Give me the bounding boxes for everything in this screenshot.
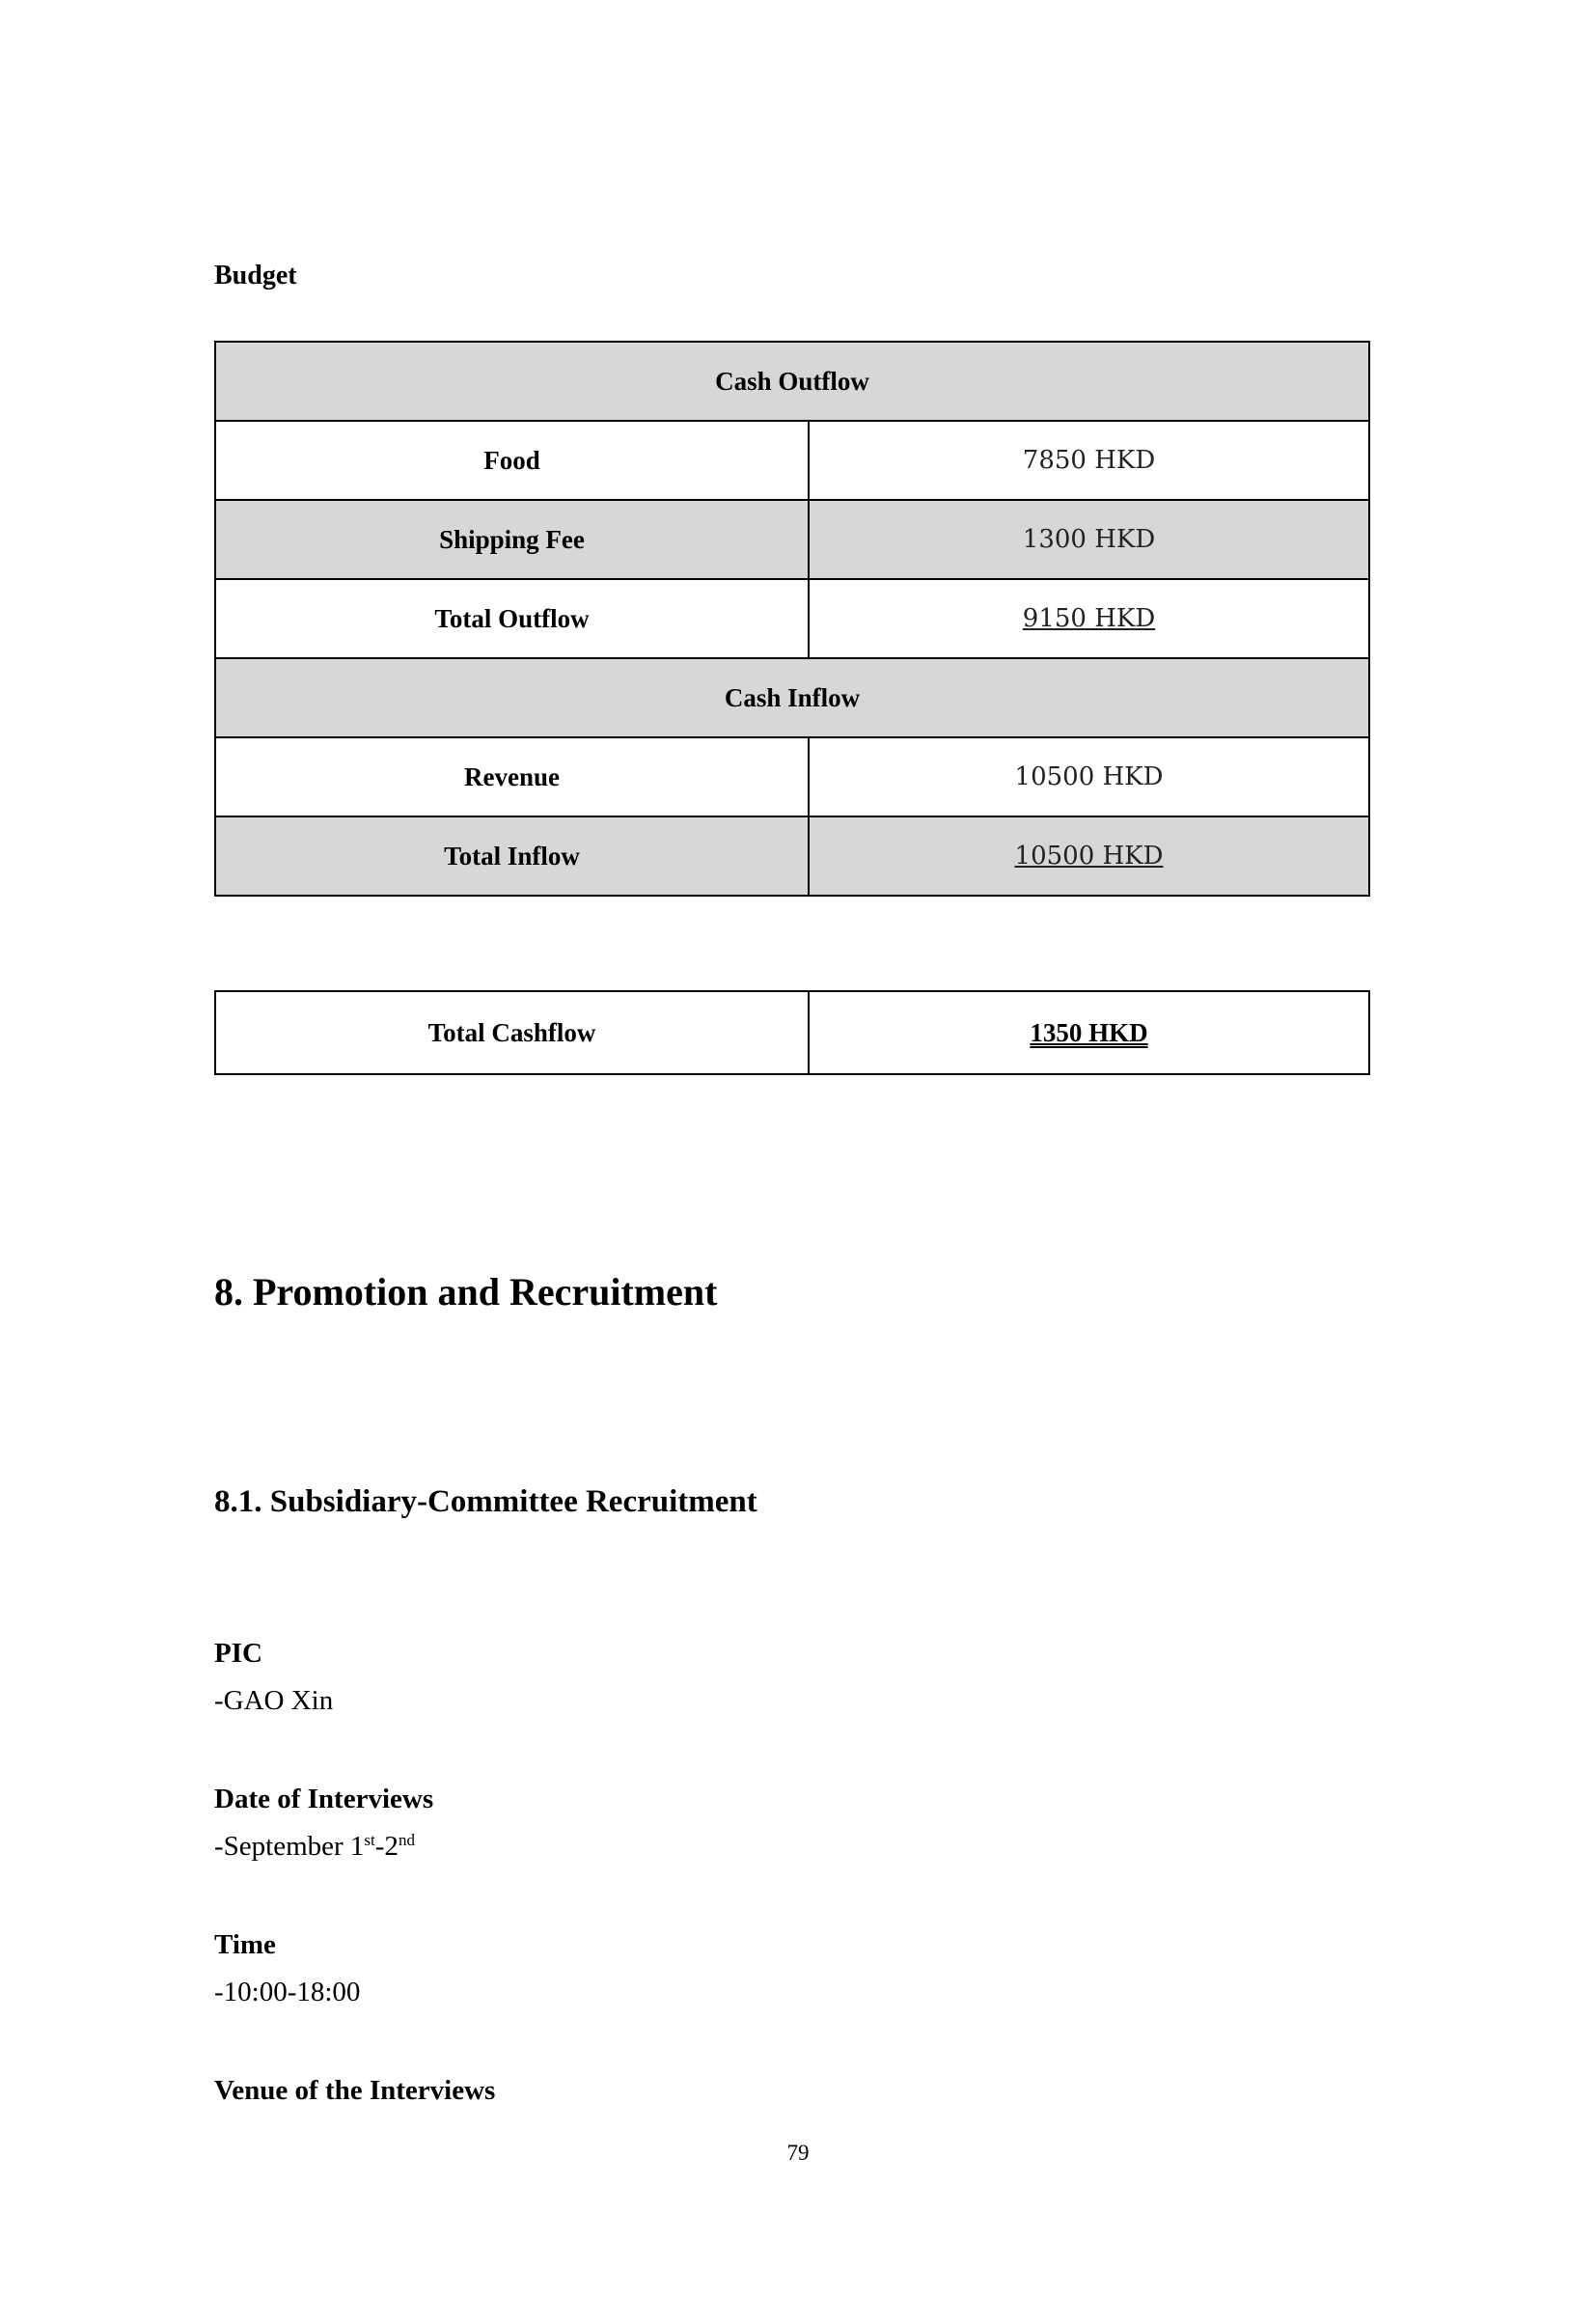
- shipping-fee-value: 1300 HKD: [809, 500, 1369, 579]
- table-row: [215, 500, 1369, 579]
- page-number: 79: [786, 2141, 810, 2165]
- revenue-value: 10500 HKD: [809, 737, 1369, 816]
- total-inflow-label: Total Inflow: [215, 816, 809, 896]
- cash-inflow-header-row: [215, 658, 1369, 737]
- table-row: [215, 579, 1369, 658]
- total-outflow-value: 9150 HKD: [809, 579, 1369, 658]
- date-label: Date of Interviews: [214, 1784, 434, 1814]
- total-cashflow-label: Total Cashflow: [215, 991, 809, 1074]
- total-cashflow-table: [214, 990, 1370, 1075]
- food-label: Food: [215, 421, 809, 500]
- table-row: [215, 816, 1369, 896]
- time-label: Time: [214, 1929, 276, 1960]
- cash-inflow-header: Cash Inflow: [215, 658, 1369, 737]
- date-sup-2: nd: [398, 1831, 415, 1849]
- total-outflow-label: Total Outflow: [215, 579, 809, 658]
- total-inflow-value: 10500 HKD: [809, 816, 1369, 896]
- pic-value: -GAO Xin: [214, 1685, 334, 1716]
- total-cashflow-value: 1350 HKD: [809, 991, 1369, 1074]
- section-title: 8. Promotion and Recruitment: [214, 1270, 718, 1314]
- cash-outflow-header-row: [215, 342, 1369, 421]
- revenue-label: Revenue: [215, 737, 809, 816]
- cash-outflow-header: Cash Outflow: [215, 342, 1369, 421]
- shipping-fee-label: Shipping Fee: [215, 500, 809, 579]
- venue-label: Venue of the Interviews: [214, 2075, 496, 2106]
- table-row: [215, 991, 1369, 1074]
- date-prefix: -September 1: [214, 1831, 365, 1862]
- food-value: 7850 HKD: [809, 421, 1369, 500]
- time-value: -10:00-18:00: [214, 1977, 361, 2007]
- date-sup-1: st: [364, 1831, 375, 1849]
- subsection-title: 8.1. Subsidiary-Committee Recruitment: [214, 1484, 757, 1519]
- date-mid: -2: [374, 1831, 399, 1862]
- budget-table: [214, 341, 1370, 897]
- budget-title: Budget: [214, 261, 297, 290]
- table-row: [215, 421, 1369, 500]
- pic-label: PIC: [214, 1638, 262, 1669]
- table-row: [215, 737, 1369, 816]
- date-value: [214, 1831, 415, 1863]
